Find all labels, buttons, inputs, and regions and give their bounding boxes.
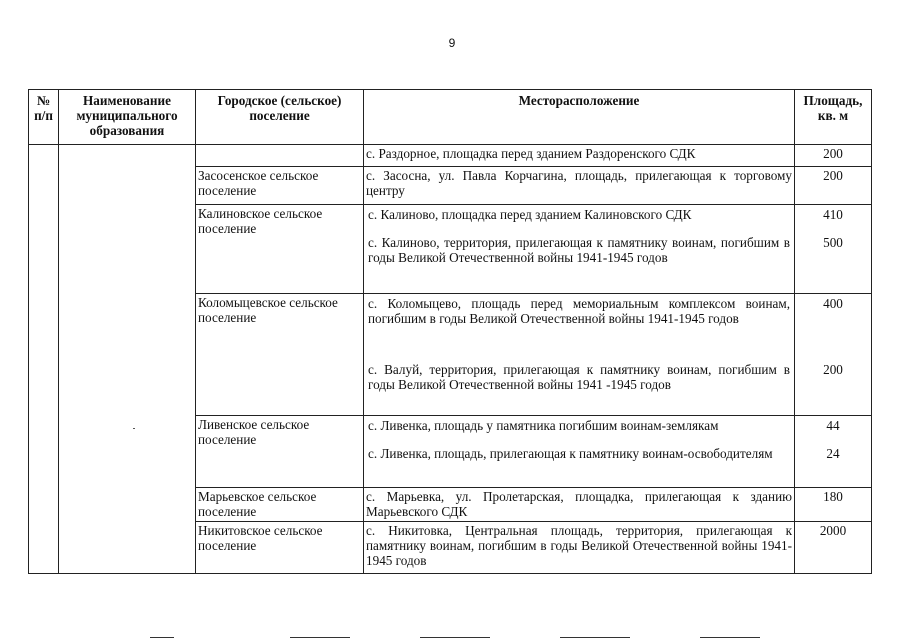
location-entry: с. Валуй, территория, прилегающая к памятнику воинам, погибшим в годы Великой Отечественной войны 1941 -1945 годов — [368, 362, 790, 392]
municipality-cell — [59, 145, 196, 574]
header-municipality: Наименование муниципального образования — [59, 90, 196, 145]
scan-edge-mark — [290, 637, 350, 638]
location-cell: с. Никитовка, Центральная площадь, территория, прилегающая к памятнику воинам, погибшим в годы Великой Отечественной войны 1941-1945 годов — [364, 522, 795, 574]
area-entry: 24 — [826, 446, 840, 461]
area-cell: 180 — [795, 488, 872, 522]
location-cell — [364, 205, 795, 294]
table-row — [29, 145, 872, 167]
location-entry: с. Коломыцево, площадь перед мемориальным комплексом воинам, погибшим в годы Великой Отечественной войны 1941-1945 годов — [368, 296, 790, 326]
area-entry: 410 — [823, 207, 843, 222]
scan-speck — [133, 428, 135, 429]
scan-edge-mark — [700, 637, 760, 638]
locations-table — [28, 89, 872, 574]
location-cell: с. Засосна, ул. Павла Корчагина, площадь, прилегающая к торговому центру — [364, 167, 795, 205]
location-cell: с. Раздорное, площадка перед зданием Раздоренского СДК — [364, 145, 795, 167]
settlement-cell: Марьевское сельское поселение — [196, 488, 364, 522]
area-cell: 2000 — [795, 522, 872, 574]
area-entry: 44 — [826, 418, 840, 433]
settlement-cell: Никитовское сельское поселение — [196, 522, 364, 574]
settlement-cell — [196, 145, 364, 167]
settlement-cell: Ливенское сельское поселение — [196, 416, 364, 488]
header-area: Площадь, кв. м — [795, 90, 872, 145]
table-header-row — [29, 90, 872, 145]
location-entry: с. Калиново, территория, прилегающая к памятнику воинам, погибшим в годы Великой Отечественной войны 1941-1945 годов — [368, 235, 790, 265]
scan-edge-mark — [150, 637, 174, 638]
scan-edge-mark — [420, 637, 490, 638]
area-entry: 400 — [823, 296, 843, 311]
location-entry: с. Ливенка, площадь, прилегающая к памятнику воинам-освободителям — [368, 446, 773, 461]
num-cell — [29, 145, 59, 574]
header-num: № п/п — [29, 90, 59, 145]
area-entry: 200 — [823, 362, 843, 377]
area-cell — [795, 205, 872, 294]
location-entry: с. Калиново, площадка перед зданием Калиновского СДК — [368, 207, 692, 222]
scan-edge-mark — [560, 637, 630, 638]
area-cell: 200 — [795, 167, 872, 205]
location-cell: с. Марьевка, ул. Пролетарская, площадка, прилегающая к зданию Марьевского СДК — [364, 488, 795, 522]
header-settlement: Городское (сельское) поселение — [196, 90, 364, 145]
area-cell — [795, 294, 872, 416]
settlement-cell: Калиновское сельское поселение — [196, 205, 364, 294]
location-cell — [364, 294, 795, 416]
area-cell — [795, 416, 872, 488]
location-cell — [364, 416, 795, 488]
location-entry: с. Ливенка, площадь у памятника погибшим воинам-землякам — [368, 418, 719, 433]
page-number: 9 — [448, 36, 456, 50]
area-entry: 500 — [823, 235, 843, 250]
settlement-cell: Засосенское сельское поселение — [196, 167, 364, 205]
header-location: Месторасположение — [364, 90, 795, 145]
area-cell: 200 — [795, 145, 872, 167]
settlement-cell: Коломыцевское сельское поселение — [196, 294, 364, 416]
